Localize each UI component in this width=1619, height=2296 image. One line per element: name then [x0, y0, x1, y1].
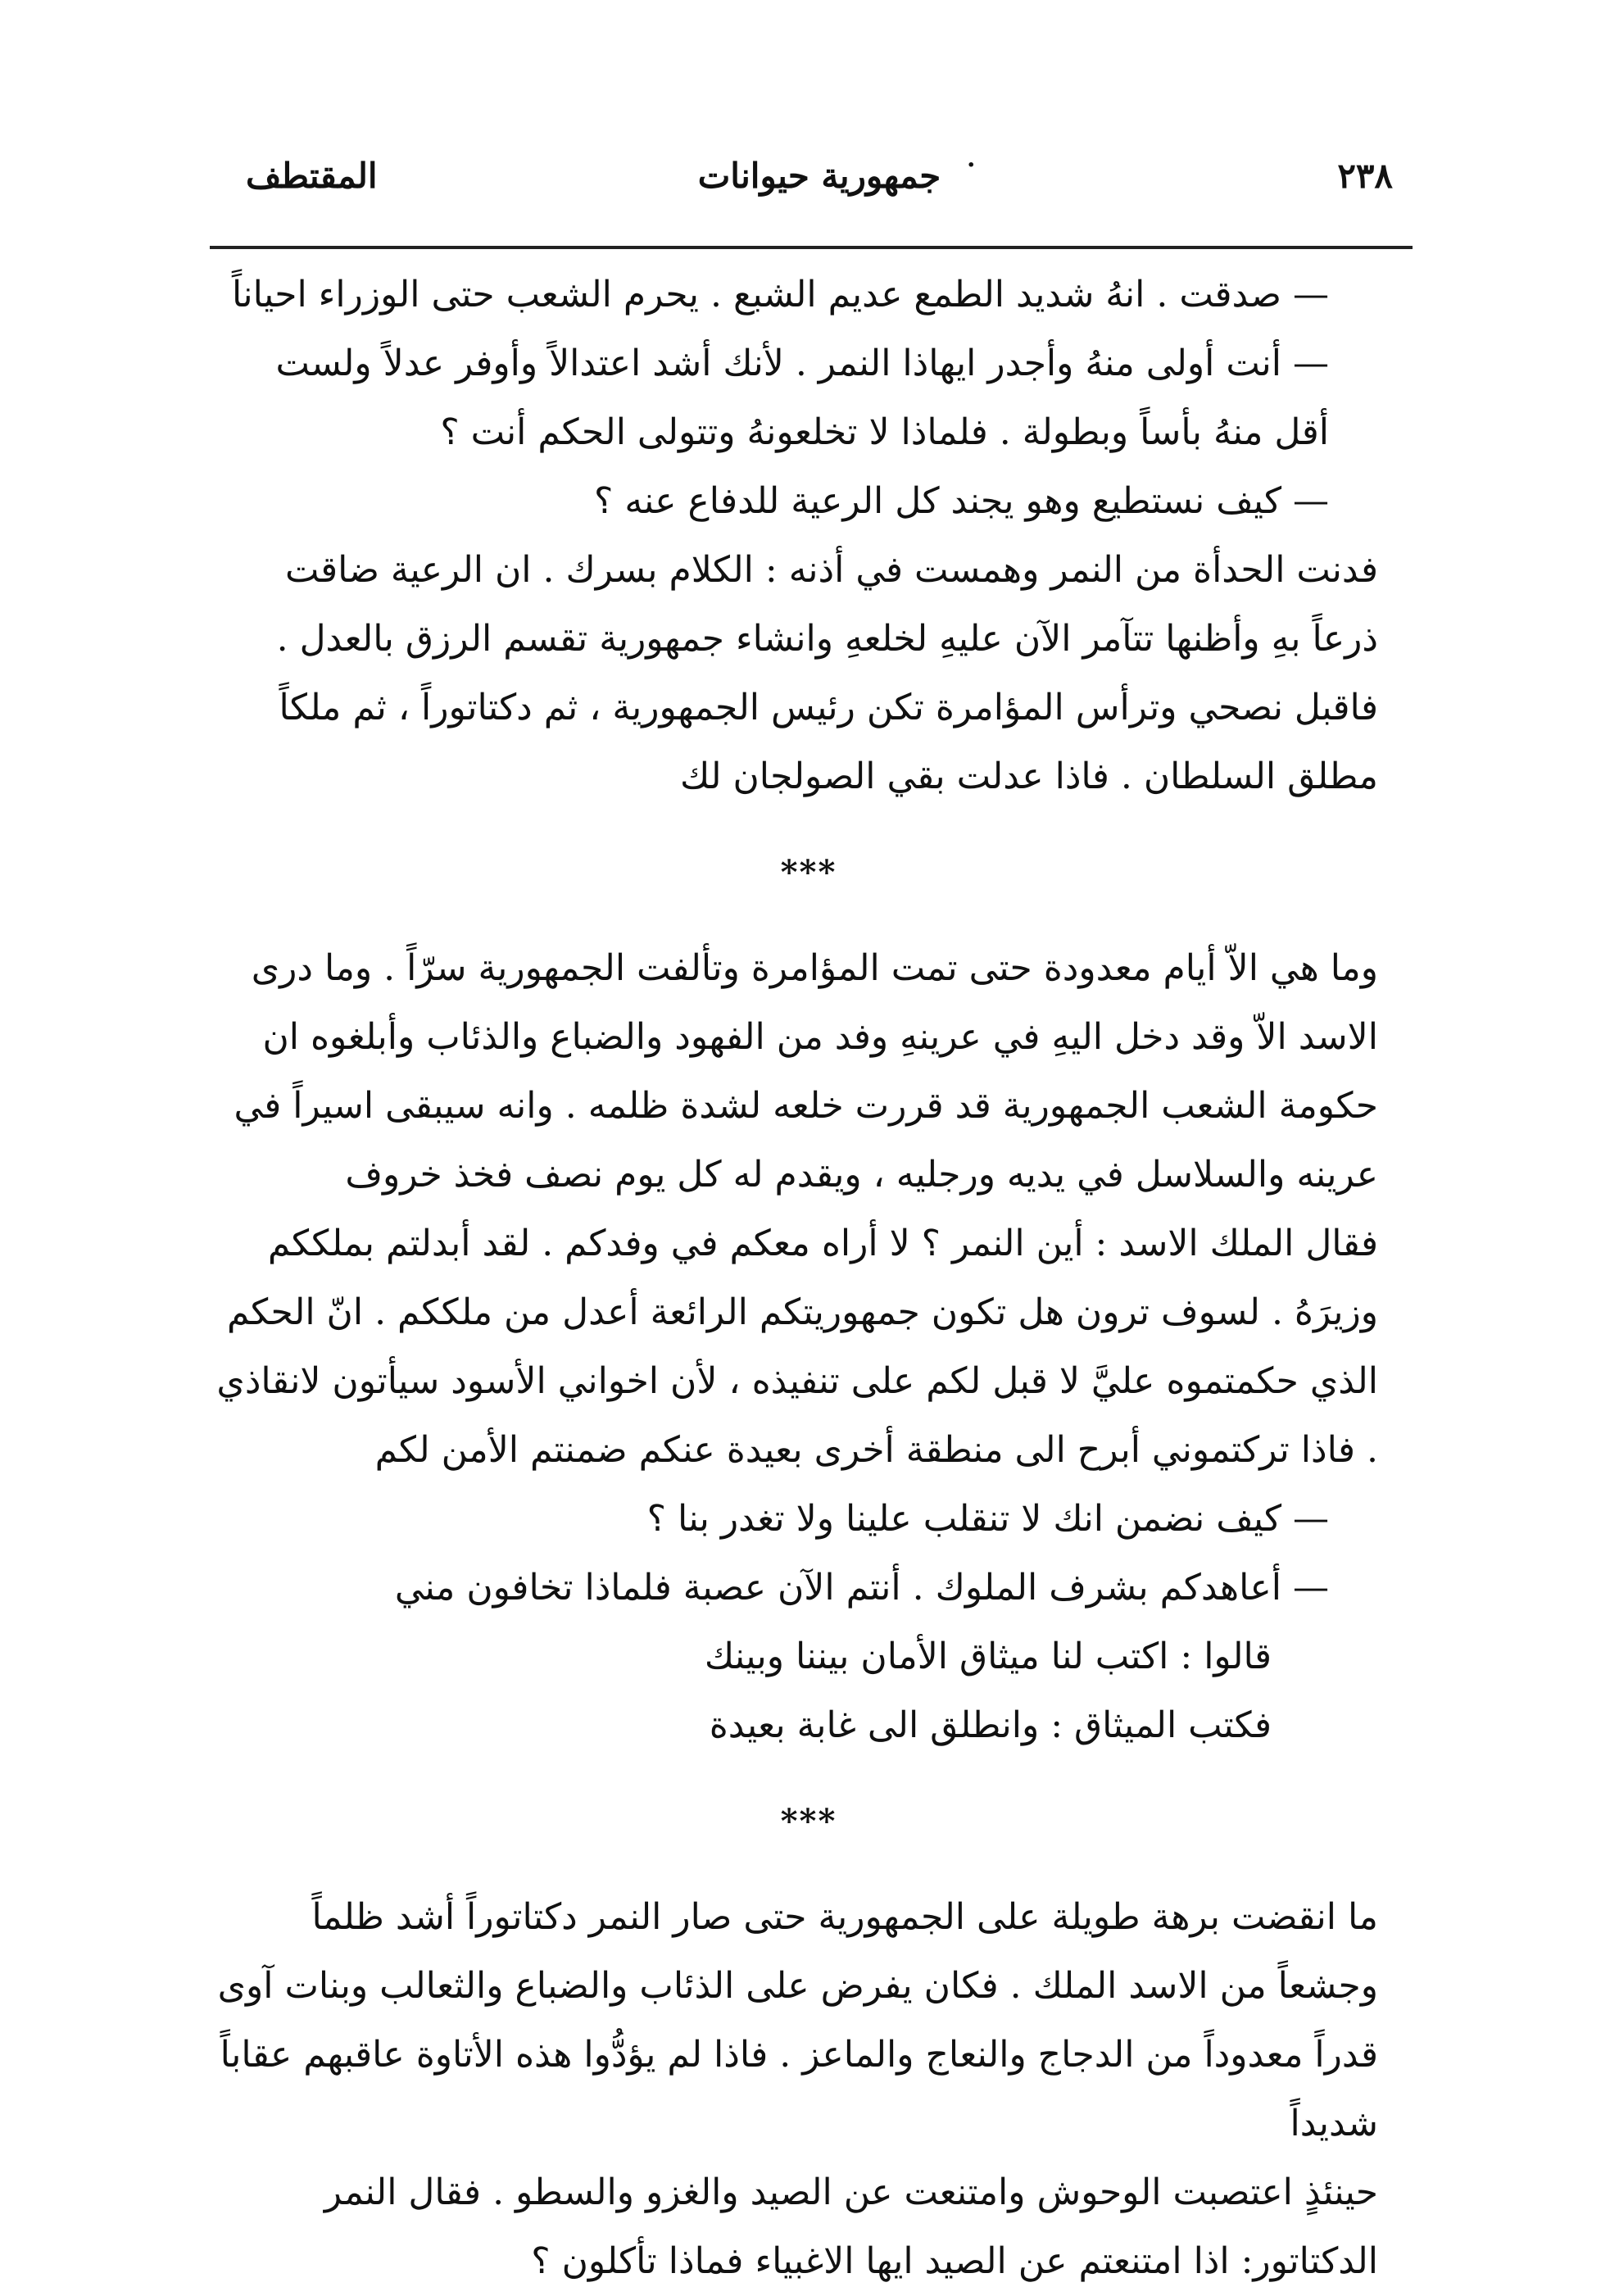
dialogue-line: — أعاهدكم بشرف الملوك . أنتم الآن عصبة فلماذا تخافون مني: [394, 1567, 1329, 1609]
dialogue-line: — صدقت . انهُ شديد الطمع عديم الشبع . يحرم الشعب حتى الوزراء احياناً: [231, 274, 1329, 315]
dialogue-line: — كيف نستطيع وهو يجند كل الرعية للدفاع عنه ؟: [594, 480, 1329, 522]
dialogue-line: — كيف نضمن انك لا تنقلب علينا ولا تغدر بنا ؟: [646, 1498, 1329, 1540]
page-number: ٢٣٨: [1337, 156, 1393, 196]
paragraph: فدنت الحدأة من النمر وهمست في أذنه : الكلام بسرك . ان الرعية ضاقت ذرعاً بهِ وأظنها تتآمر الآن عليهِ لخلعهِ وانشاء جمهورية تقسم الرزق بالعدل . فاقبل نصحي وترأس المؤامرة تكن رئيس الجمهورية ، ثم دكتاتوراً ، ثم ملكاً مطلق السلطان . فاذا عدلت بقي الصولجان لك: [276, 549, 1378, 797]
paragraph: ما انقضت برهة طويلة على الجمهورية حتى صار النمر دكتاتوراً أشد ظلماً وجشعاً من الاسد الملك . فكان يفرض على الذئاب والضباع والثعالب وبنات آوى قدراً معدوداً من الدجاج والنعاج والماعز . فاذا لم يؤدُّوا هذه الأتاوة عاقبهم عقاباً شديداً: [217, 1896, 1378, 2144]
paragraph: حينئذٍ اعتصبت الوحوش وامتنعت عن الصيد والغزو والسطو . فقال النمر الدكتاتور: اذا امتنعتم عن الصيد ايها الاغبياء فماذا تأكلون ؟: [324, 2171, 1378, 2282]
paragraph: وما هي الاّ أيام معدودة حتى تمت المؤامرة وتألفت الجمهورية سرّاً . وما درى الاسد الاّ وقد دخل اليهِ في عرينهِ وفد من الفهود والضباع والذئاب وأبلغوه ان حكومة الشعب الجمهورية قد قررت خلعه لشدة ظلمه . وانه سيبقى اسيراً في عرينه والسلاسل في يديه ورجليه ، ويقدم له كل يوم نصف فخذ خروف: [234, 947, 1378, 1196]
dialogue-line: قالوا : اكتب لنا ميثاق الأمان بيننا وبينك: [704, 1636, 1272, 1677]
page-body: [215, 261, 1403, 2296]
section-separator: ***: [780, 853, 837, 892]
paragraph: فقال الملك الاسد : أين النمر ؟ لا أراه معكم في وفدكم . لقد أبدلتم بملككم وزيرَهُ . لسوف ترون هل تكون جمهوريتكم الرائعة أعدل من ملككم . انّ الحكم الذي حكمتموه عليَّ لا قبل لكم على تنفيذه ، لأن اخواني الأسود سيأتون لانقاذي . فاذا تركتموني أبرح الى منطقة أخرى بعيدة عنكم ضمنتم الأمن لكم: [216, 1223, 1378, 1471]
page-header: [246, 151, 1393, 221]
dialogue-line: — أنت أولى منهُ وأجدر ايهاذا النمر . لأنك أشد اعتدالاً وأوفر عدلاً ولست أقل منهُ بأساً وبطولة . فلماذا لا تخلعونهُ وتتولى الحكم أنت ؟: [275, 343, 1329, 453]
running-title: جمهورية حيوانات: [697, 156, 941, 196]
header-rule: [210, 246, 1413, 249]
journal-name: المقتطف: [246, 156, 378, 196]
header-dot: ·: [967, 151, 976, 179]
dialogue-line: فكتب الميثاق : وانطلق الى غابة بعيدة: [709, 1704, 1272, 1746]
section-separator: ***: [780, 1802, 837, 1840]
